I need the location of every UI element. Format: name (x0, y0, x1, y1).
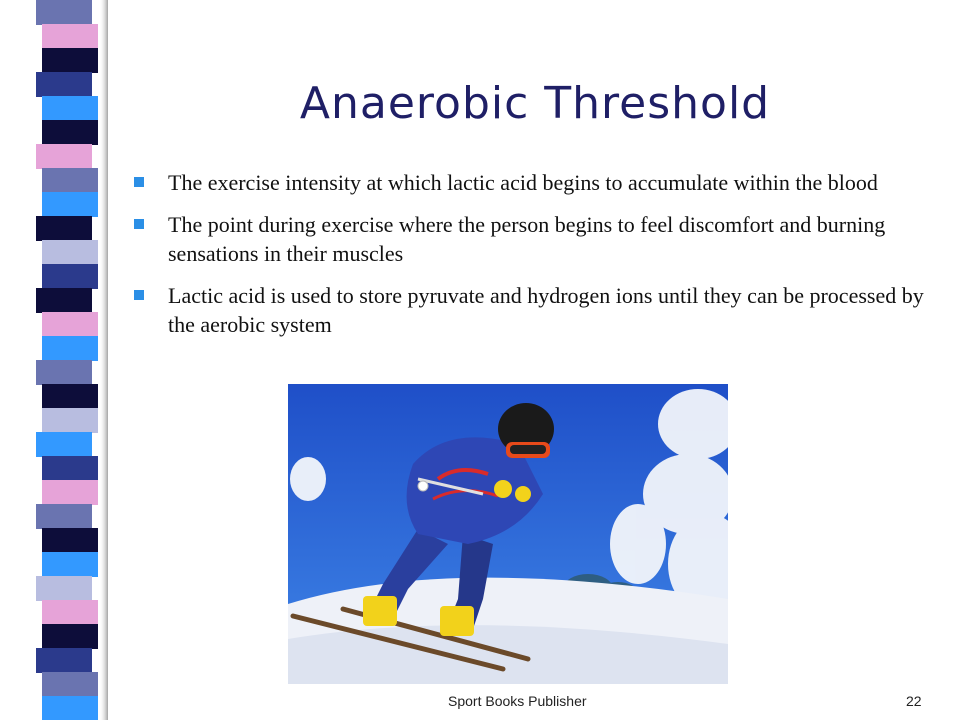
square-bullet-icon (134, 290, 144, 300)
stripe-block (36, 0, 92, 25)
stripe-block (36, 360, 92, 385)
footer-publisher: Sport Books Publisher (448, 693, 587, 709)
skier-photo (288, 384, 728, 684)
stripe-block (36, 648, 92, 673)
stripe-block (36, 504, 92, 529)
stripe-block (36, 144, 92, 169)
stripe-block (36, 216, 92, 241)
square-bullet-icon (134, 219, 144, 229)
page-number: 22 (906, 693, 922, 709)
square-bullet-icon (134, 177, 144, 187)
stripe-block (36, 288, 92, 313)
bullet-text: The point during exercise where the person begins to feel discomfort and burning sensations in their muscles (168, 212, 886, 266)
stripe-block (36, 576, 92, 601)
decorative-stripe (0, 0, 108, 720)
bullet-item (130, 281, 930, 339)
stripe-block (36, 72, 92, 97)
bullet-text: Lactic acid is used to store pyruvate and hydrogen ions until they can be processed by the aerobic system (168, 283, 924, 337)
stripe-block (36, 432, 92, 457)
bullet-list (130, 168, 930, 352)
bullet-text: The exercise intensity at which lactic acid begins to accumulate within the blood (168, 170, 878, 195)
slide-title: Anaerobic Threshold (299, 78, 771, 129)
bullet-item (130, 210, 930, 268)
bullet-item (130, 168, 930, 197)
